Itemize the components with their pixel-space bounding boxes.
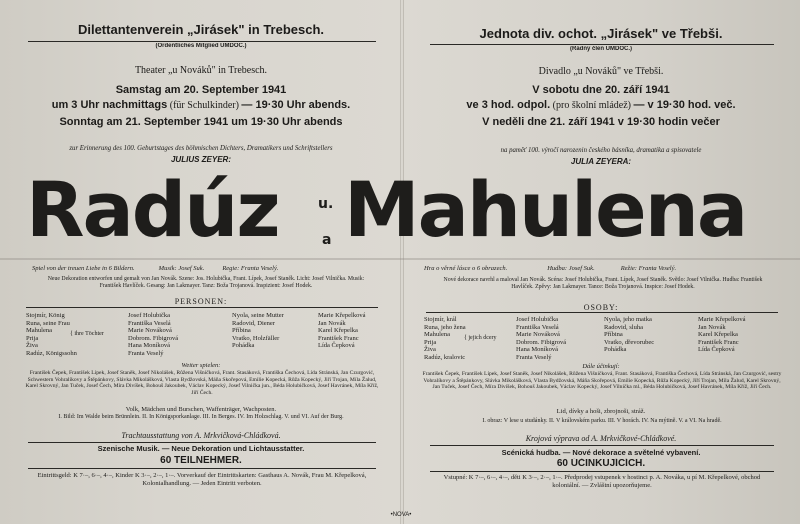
title-mahulena: Mahulena	[344, 165, 747, 254]
cast-roles-a: Stojmír, König Runa, seine Frau Mahulena Prija Živa Radúz, Königssohn	[26, 312, 77, 357]
title-connector-czech: a	[322, 232, 332, 248]
memorial-note: na paměť 100. výročí narozenin českého básníka, dramatika a spisovatele	[500, 147, 702, 154]
society-name: Dilettantenverein „Jirásek" in Trebesch.	[77, 22, 325, 37]
cast-heading: OSOBY:	[583, 303, 619, 312]
music-line: Scénická hudba. — Nové dekorace a světelné vybavení.	[501, 448, 701, 457]
author-name: JULIUS ZEYER:	[170, 155, 231, 164]
further-roles-heading: Dále účinkují:	[582, 363, 620, 370]
divider	[430, 471, 774, 472]
cast-roles-a: Stojmír, král Runa, jeho žena Mahulena Prija Živa Radúz, kralovic	[424, 316, 466, 361]
further-roles-heading: Weiter spielen:	[181, 362, 221, 369]
print-stamp: •NOVA•	[390, 512, 412, 518]
cast-roles-c: Nyola, jeho matka Radovid, sluha Příbina Vratko, dřevorubec Pohádka	[604, 316, 655, 354]
society-name: Jednota div. ochot. „Jirásek" ve Třebši.	[479, 26, 723, 41]
divider	[426, 312, 778, 313]
divider	[430, 445, 774, 446]
title-connector-german: u.	[318, 196, 334, 212]
center-fold	[400, 0, 404, 524]
folk-line: Lid, dívky a hoši, zbrojnoši, stráž.	[556, 408, 646, 415]
performance-date-1: V sobotu dne 20. září 1941	[532, 84, 670, 96]
cast-actors-d: Marie Křepelková Jan Novák Karel Křepelka František Franc Lída Čepková	[698, 316, 746, 354]
production-credits: Neue Dekoration entworfen und gemalt von Jan Novák. Szene: Jos. Holubička, Frant. Lípek, Josef Staněk. Licht: Josef Vilnička. Musik: František Havlíček. Gesang: Jan Lakmayer. Tanz: Boža Trojanová. Inspizient: Josef Hodek.	[47, 276, 365, 289]
ticket-info: Eintrittsgeld: K 7·–, 6·–, 4·–, Kinder K 3·–, 2·–, 1·–. Vorverkauf der Eintrittskarten: Gasthaus A. Novák, Frau M. Křepelková, Kolonialhandlung. — Jeden Eintritt verboten.	[37, 472, 367, 487]
costumes-line: Trachtausstattung von A. Mrkvičková-Chládková.	[121, 431, 281, 440]
production-credits: Nové dekorace navrhl a maloval Jan Novák. Scéna: Josef Holubička, Frant. Lípek, Josef Staněk. Světlo: Josef Vilnička. Hudba: František Havlíček. Zpěvy: Jan Lakmayer. Tance: Boža Trojanová. Inspice: Josef Hodek.	[443, 277, 763, 290]
further-roles: František Čepek, František Lípek, Josef Staněk, Josef Nikolášek, Růžena Višničková, Frant. Stasáková, Františka Čechová, Lída Stránská, Jan Czurgović, Schwestern Vohralíkovy a Štěpánkovy, Slávka Mikolášková, Vlasta Bydžovská, Máňa Skořepová, Emilie Kopecká, Růža Kopecký, Jiří Trojan, Míla Žalud, Karel Skrovný, Jan Tuček, Josef Čech, Míra Divíšek, Bohouš Jakoubek, Václav Kopecký, Josef Vilnička jun., Béda Holubičková, Josef Havránek, Míla Kříž, Jiří Čech.	[25, 370, 379, 396]
divider	[430, 44, 774, 45]
performance-date-1: Samstag am 20. September 1941	[115, 84, 287, 96]
czech-column	[406, 0, 796, 524]
performance-date-2: ve 3 hod. odpol. (pro školní mládež) — v 19·30 hod. več.	[466, 99, 736, 111]
ticket-info: Vstupné: K 7·–, 6·–, 4·–, děti K 3·–, 2·–, 1·–. Předprodej vstupenek v hostinci p. A. Nováka, u pí M. Křepelkové, obchod koloniální. — Zvláštní upozorňujeme.	[443, 474, 761, 489]
further-roles: František Čepek, František Lípek, Josef Staněk, Josef Nikolášek, Růžena Višničková, Frant. Stasáková, Františka Čechová, Lída Stránská, Jan Czurgović, sestry Vohralíkovy a Štěpánkovy, Slávka Mikolášková, Vlasta Bydžovská, Máňa Skořepová, Emilie Kopecká, Růža Kopecký, Jiří Trojan, Míla Žalud, Karel Skrovný, Jan Tuček, Josef Čech, Míra Divíšek, Bohouš Jakoubek, Václav Kopecký, Josef Vilnička ml., Béda Holubičková, Josef Havránek, Míla Kříž, Jiří Čech.	[422, 371, 782, 391]
title-raduz: Radúz	[26, 165, 279, 254]
membership-note: (Řádný člen ÚMDOČ.)	[569, 46, 632, 52]
participants-line: 60 TEILNEHMER.	[160, 455, 242, 466]
cast-roles-c: Nyola, seine Mutter Radovid, Diener Příbina Vratko, Holzfäller Pohádka	[232, 312, 284, 350]
music-line: Szenische Musik. — Neue Dekoration und Lichtausstatter.	[97, 444, 305, 453]
costumes-line: Krojová výprava od A. Mrkvičkové-Chládkové.	[525, 434, 677, 443]
memorial-note: zur Erinnerung des 100. Geburtstages des böhmischen Dichters, Dramatikers und Schriftstellers	[69, 145, 333, 152]
performance-date-3: V neděli dne 21. září 1941 v 19·30 hodin večer	[482, 116, 720, 128]
german-column	[6, 0, 396, 524]
divider	[26, 307, 378, 308]
daughters-brace: { ihre Töchter	[70, 331, 104, 337]
membership-note: (Ordentliches Mitglied ÚMDOČ.)	[155, 43, 247, 49]
folk-line: Volk, Mädchen und Burschen, Waffenträger, Wachposten.	[125, 406, 277, 413]
subtitle-line: Hra o věrné lásce o 6 obrazech. Hudba: Josef Suk. Režie: Franta Veselý.	[424, 265, 677, 272]
divider	[28, 468, 376, 469]
cast-actors-b: Josef Holubička Františka Veselá Marie Nováková Dobrom. Fibigrová Hana Moníková Franta Veselý	[128, 312, 179, 357]
subtitle-line: Spiel von der treuen Liebe in 6 Bildern. Musik: Josef Suk. Regie: Franta Veselý.	[32, 265, 279, 272]
author-name: JULIA ZEYERA:	[570, 157, 632, 166]
participants-line: 60 ÚČINKUJÍCÍCH.	[556, 458, 646, 469]
scenes-line: I. obraz: V lese u studánky. II. V královském parku. III. V horách. IV. Na mýtině. V. a VI. Na hradě.	[482, 418, 722, 424]
theater-name: Theater „u Nováků" in Trebesch.	[134, 65, 268, 76]
cast-actors-b: Josef Holubička Františka Veselá Marie Nováková Dobrom. Fibigrová Hana Moníková Franta Veselý	[516, 316, 567, 361]
scenes-line: I. Bild: Im Walde beim Brünnlein. II. In Königsporkanlage. III. In Berges. IV. Im Holzschlag. V. und VI. Auf der Burg.	[58, 414, 344, 420]
divider	[28, 41, 376, 42]
performance-date-2: um 3 Uhr nachmittags (für Schulkinder) — 19·30 Uhr abends.	[51, 99, 351, 111]
theater-name: Divadlo „u Nováků" ve Třebši.	[538, 66, 664, 77]
cast-heading: PERSONEN:	[174, 297, 228, 306]
cast-actors-d: Marie Křepelková Jan Novák Karel Křepelka František Franc Lída Čepková	[318, 312, 366, 350]
daughters-brace: { jejich dcery	[464, 335, 497, 341]
divider	[28, 442, 376, 443]
performance-date-3: Sonntag am 21. September 1941 um 19·30 Uhr abends	[59, 116, 343, 128]
